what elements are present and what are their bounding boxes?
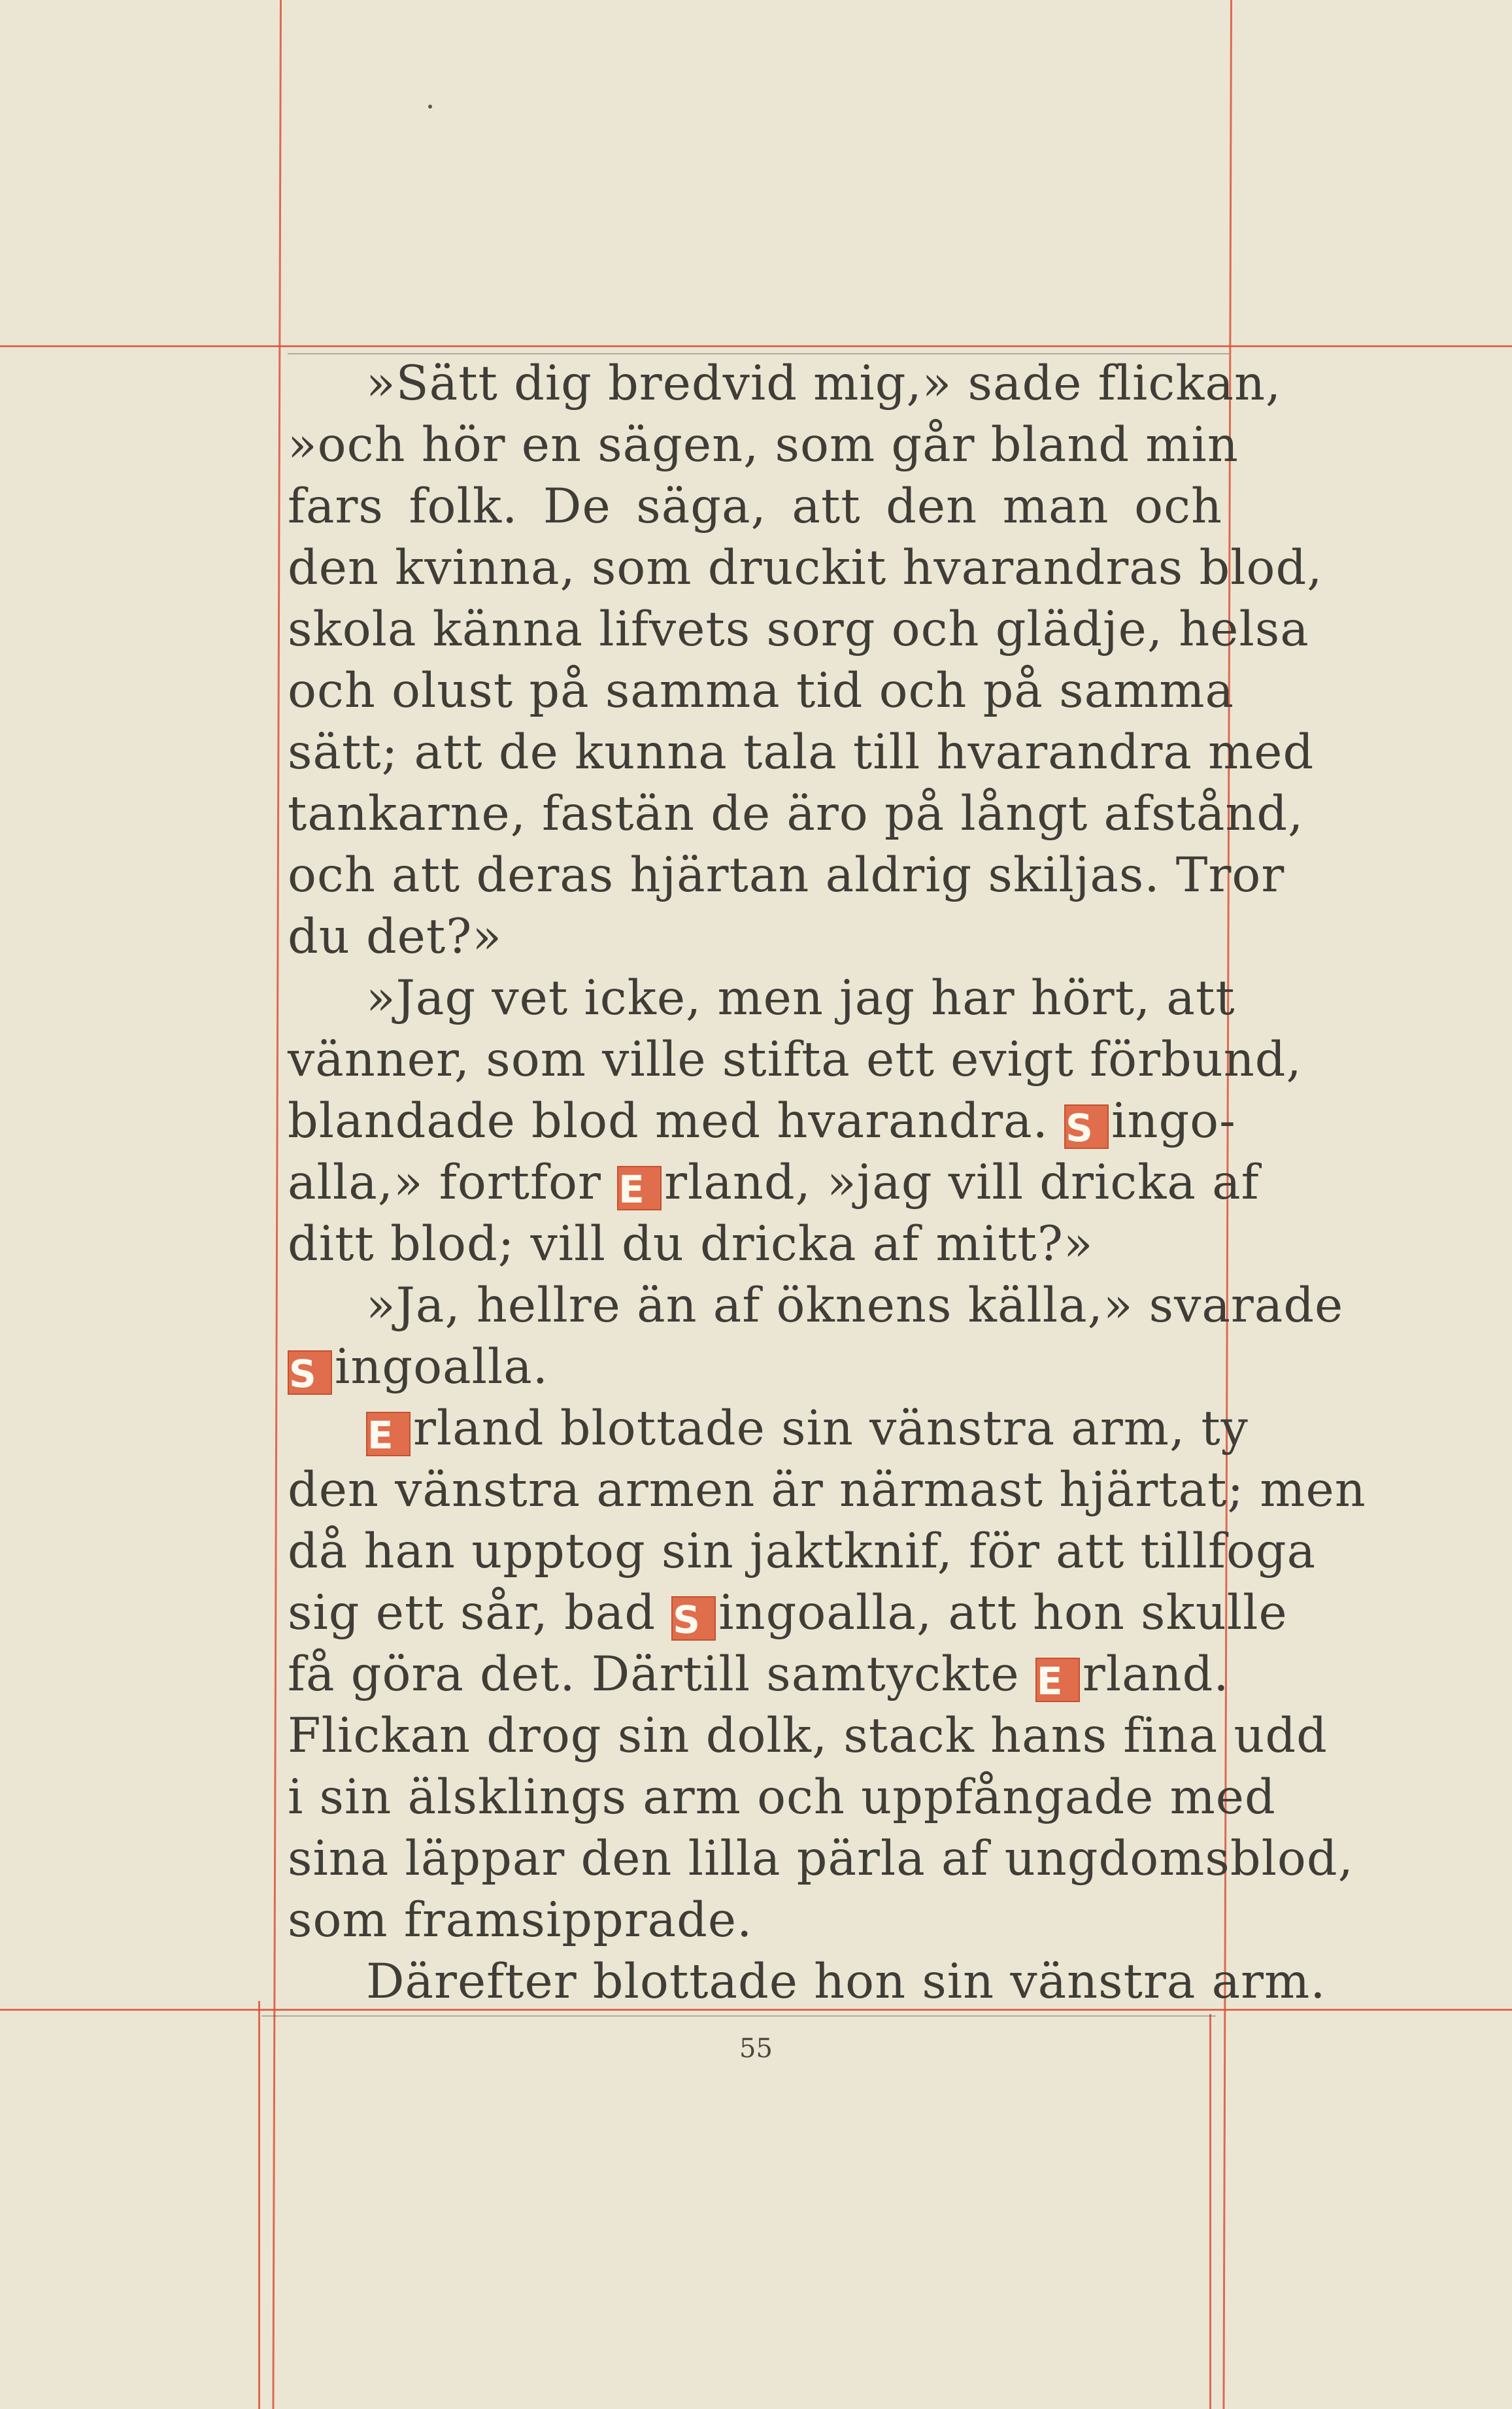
text-line	[288, 415, 1239, 476]
text-segment: »och hör en sägen, som går bland min	[288, 417, 1239, 473]
text-line	[288, 1951, 1326, 2013]
text-line	[288, 599, 1309, 660]
decorated-initial: E	[366, 1412, 411, 1456]
text-segment: blandade blod med hvarandra.	[288, 1093, 1065, 1149]
text-segment: »Jag vet icke, men jag har hört, att	[366, 970, 1235, 1026]
text-segment: den kvinna, som druckit hvarandras blod,	[288, 540, 1323, 596]
text-segment: sätt; att de kunna tala till hvarandra med	[288, 725, 1315, 780]
text-segment: som framsipprade.	[288, 1892, 753, 1948]
text-line	[288, 968, 1235, 1029]
text-segment: Därefter blottade hon sin vänstra arm.	[366, 1954, 1326, 2009]
text-segment: tankarne, fastän de äro på långt afstånd,	[288, 786, 1304, 842]
text-segment: ingo-	[1111, 1093, 1236, 1149]
text-line	[288, 1890, 1222, 1951]
text-segment: den vänstra armen är närmast hjärtat; men	[288, 1462, 1366, 1518]
text-segment: och att deras hjärtan aldrig skiljas. Tror	[288, 847, 1285, 903]
text-segment: rland.	[1082, 1647, 1230, 1702]
decorated-initial: S	[1064, 1104, 1109, 1149]
text-segment: skola känna lifvets sorg och glädje, helsa	[288, 602, 1309, 657]
text-line	[288, 353, 1282, 415]
text-segment: få göra det. Därtill samtyckte	[288, 1647, 1035, 1702]
frame-top-rule	[0, 345, 1512, 347]
text-line	[288, 845, 1285, 906]
decorated-initial: S	[671, 1596, 716, 1641]
text-line	[288, 1460, 1366, 1521]
frame-bottom-inner-rule	[261, 2015, 1216, 2017]
text-line	[288, 1521, 1317, 1582]
text-line	[288, 1398, 1249, 1460]
decorated-initial: S	[288, 1350, 332, 1395]
text-line	[288, 660, 1235, 722]
text-segment: du det?»	[288, 909, 503, 965]
text-line	[288, 783, 1304, 845]
decorated-initial: E	[1035, 1658, 1080, 1702]
text-segment: fars folk. De säga, att den man och	[288, 479, 1222, 534]
text-segment: och olust på samma tid och på samma	[288, 663, 1235, 719]
text-segment: »Sätt dig bredvid mig,» sade flickan,	[366, 356, 1282, 411]
text-line	[288, 538, 1323, 599]
text-line	[288, 1644, 1230, 1705]
speck	[428, 105, 432, 109]
text-segment: Flickan drog sin dolk, stack hans fina udd	[288, 1708, 1328, 1764]
text-line	[288, 1091, 1236, 1152]
page-number: 55	[739, 2034, 773, 2064]
text-line	[288, 1029, 1302, 1091]
text-line	[288, 722, 1315, 783]
text-segment: ditt blod; vill du dricka af mitt?»	[288, 1216, 1094, 1272]
text-line	[288, 1705, 1328, 1767]
text-segment: ingoalla.	[335, 1339, 548, 1395]
text-segment: alla,» fortfor	[288, 1155, 618, 1210]
text-segment: vänner, som ville stifta ett evigt förbund,	[288, 1032, 1302, 1087]
text-line	[288, 476, 1222, 538]
text-segment: sina läppar den lilla pärla af ungdomsblod,	[288, 1831, 1354, 1887]
text-segment: då han upptog sin jaktknif, för att tillfoga	[288, 1524, 1317, 1579]
text-segment: ingoalla, att hon skulle	[718, 1585, 1288, 1641]
text-line	[288, 1828, 1354, 1890]
text-segment: i sin älsklings arm och uppfångade med	[288, 1769, 1276, 1825]
text-line	[288, 1767, 1276, 1828]
text-line	[288, 906, 1222, 968]
text-line	[288, 1337, 1222, 1398]
text-segment: sig ett sår, bad	[288, 1585, 672, 1641]
body-text	[288, 353, 1366, 2013]
text-line	[288, 1275, 1344, 1337]
text-line	[288, 1214, 1222, 1275]
decorated-initial: E	[617, 1166, 662, 1210]
text-line	[288, 1152, 1260, 1214]
text-segment: »Ja, hellre än af öknens källa,» svarade	[366, 1278, 1344, 1333]
text-segment: rland, »jag vill dricka af	[664, 1155, 1260, 1210]
frame-right-inner-rule	[1209, 2014, 1211, 2409]
text-segment: rland blottade sin vänstra arm, ty	[413, 1401, 1249, 1456]
text-line	[288, 1582, 1288, 1644]
